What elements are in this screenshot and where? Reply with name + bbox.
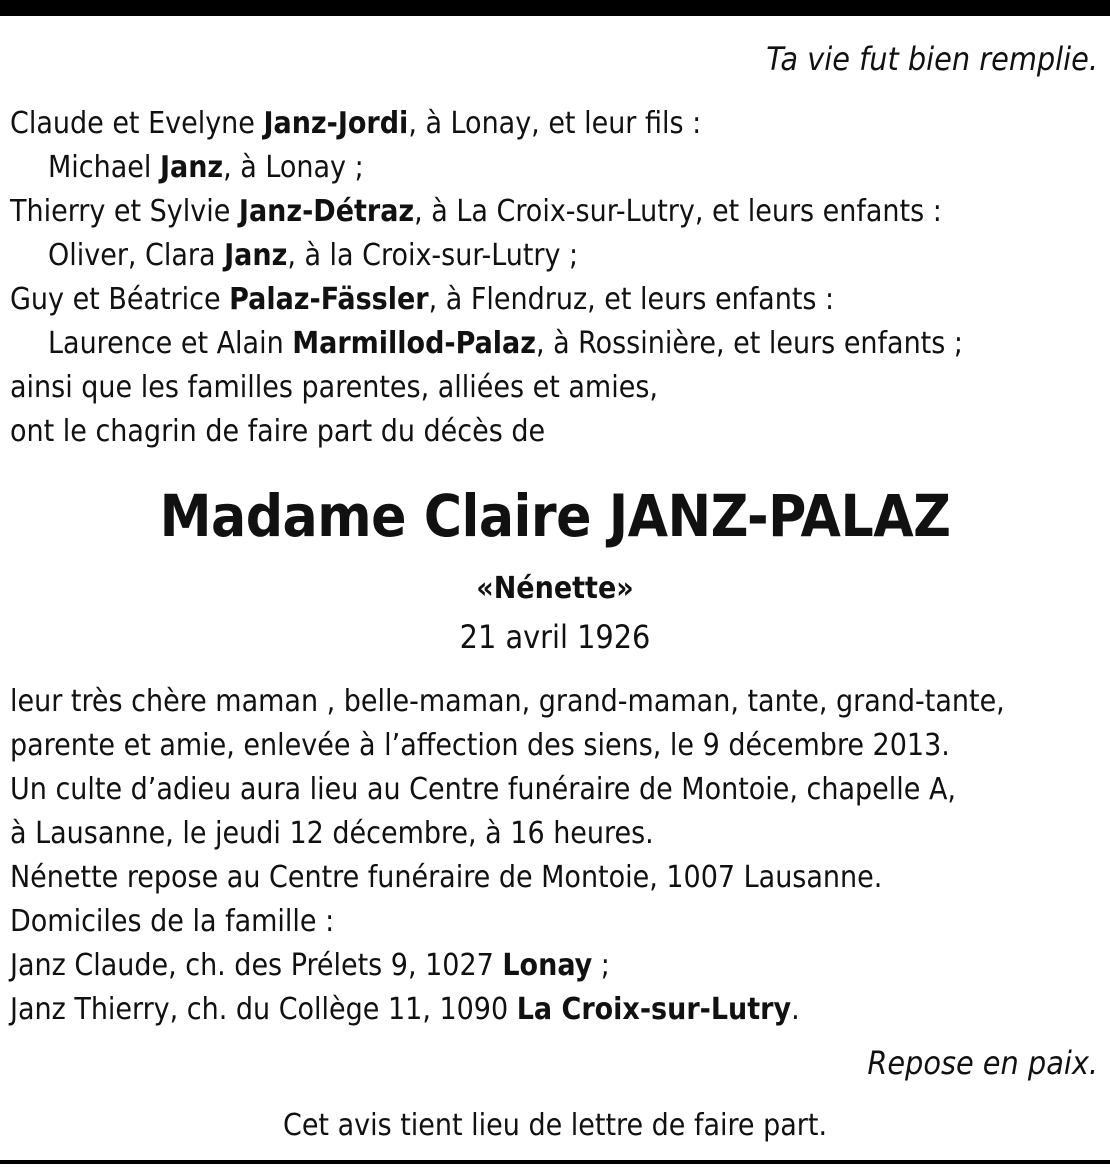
- address-text: Janz Thierry, ch. du Collège 11, 1090: [10, 992, 517, 1027]
- body-line-2: parente et amie, enlevée à l’affection des siens, le 9 décembre 2013.: [10, 728, 950, 763]
- body-line-1: leur très chère maman , belle-maman, grand-maman, tante, grand-tante,: [10, 684, 1005, 719]
- closing-phrase: Repose en paix.: [867, 1044, 1098, 1082]
- family-surname: Palaz-Fässler: [229, 282, 429, 317]
- family-surname: Janz: [159, 150, 224, 185]
- address-locality: La Croix-sur-Lutry: [516, 992, 792, 1027]
- address-locality: Lonay: [502, 948, 593, 983]
- family-line-text: Oliver, Clara: [48, 238, 225, 273]
- body-line-6: Domiciles de la famille :: [10, 904, 335, 939]
- family-line-text: Laurence et Alain: [48, 326, 293, 361]
- address-text: ;: [592, 948, 610, 983]
- body-line-8: [10, 988, 1105, 1032]
- body-line-7: [10, 944, 1105, 988]
- family-line-3: [10, 190, 1105, 234]
- family-surname: Marmillod-Palaz: [292, 326, 536, 361]
- body-line-5: Nénette repose au Centre funéraire de Montoie, 1007 Lausanne.: [10, 860, 883, 895]
- deceased-birth-date: 21 avril 1926: [459, 618, 651, 656]
- family-line-text: Claude et Evelyne: [10, 106, 264, 141]
- family-line-2: [10, 146, 1105, 190]
- announcement-body: [10, 680, 1105, 1032]
- family-line-text: , à Lonay ;: [223, 150, 364, 185]
- family-line-text: Michael: [48, 150, 160, 185]
- address-text: Janz Claude, ch. des Prélets 9, 1027: [10, 948, 503, 983]
- family-line-text: , à La Croix-sur-Lutry, et leurs enfants :: [414, 194, 942, 229]
- footnote: Cet avis tient lieu de lettre de faire part.: [282, 1108, 828, 1143]
- bottom-border-rule: [0, 1160, 1110, 1164]
- deceased-name: Madame Claire JANZ-PALAZ: [159, 482, 951, 550]
- family-line-text: , à Lonay, et leur fils :: [408, 106, 702, 141]
- family-line-text: Thierry et Sylvie: [10, 194, 239, 229]
- address-text: .: [791, 992, 800, 1027]
- body-line-4: à Lausanne, le jeudi 12 décembre, à 16 heures.: [10, 816, 654, 851]
- family-line-5: [10, 278, 1105, 322]
- deceased-nickname: «Nénette»: [476, 571, 634, 606]
- family-line-8: ont le chagrin de faire part du décès de: [10, 414, 546, 449]
- family-line-text: , à Flendruz, et leurs enfants :: [428, 282, 835, 317]
- family-line-1: [10, 102, 1105, 146]
- family-surname: Janz-Jordi: [263, 106, 409, 141]
- body-line-3: Un culte d’adieu aura lieu au Centre funéraire de Montoie, chapelle A,: [10, 772, 956, 807]
- family-surname: Janz-Détraz: [238, 194, 415, 229]
- family-line-6: [10, 322, 1105, 366]
- epigraph: Ta vie fut bien remplie.: [766, 40, 1098, 78]
- family-line-4: [10, 234, 1105, 278]
- family-line-7: ainsi que les familles parentes, alliées et amies,: [10, 370, 658, 405]
- family-line-text: , à la Croix-sur-Lutry ;: [287, 238, 579, 273]
- family-list: [10, 102, 1105, 454]
- top-border-rule: [0, 0, 1110, 16]
- family-line-text: Guy et Béatrice: [10, 282, 230, 317]
- family-line-text: , à Rossinière, et leurs enfants ;: [535, 326, 963, 361]
- family-surname: Janz: [224, 238, 288, 273]
